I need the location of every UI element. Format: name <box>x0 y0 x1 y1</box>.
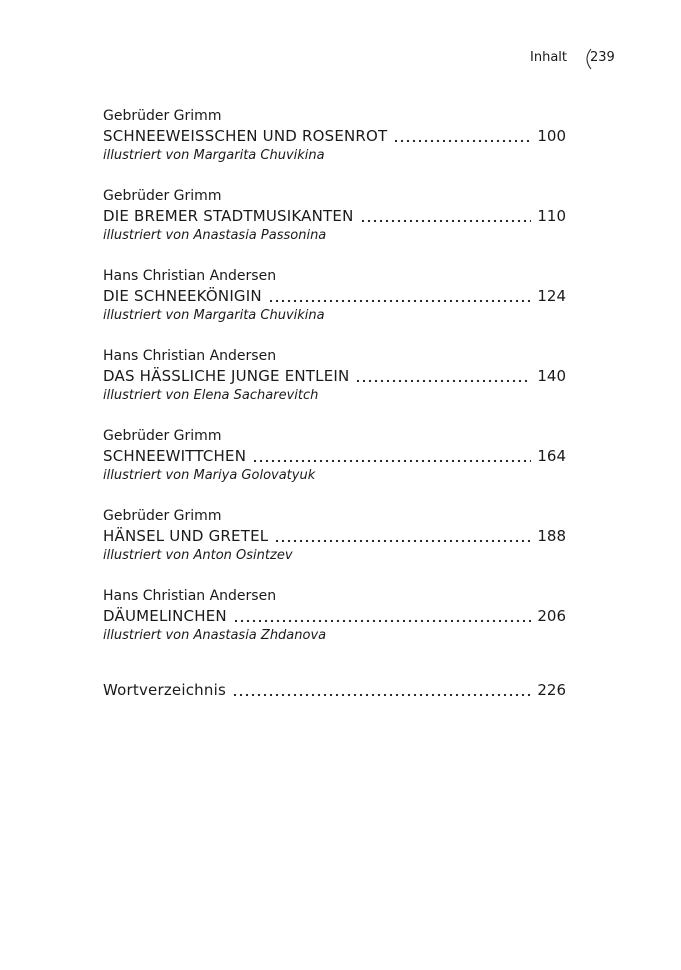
toc-title: DIE BREMER STADTMUSIKANTEN <box>103 207 354 225</box>
toc-author: Gebrüder Grimm <box>103 108 222 124</box>
toc-page-number: 226 <box>537 681 566 699</box>
dot-leader <box>393 130 531 142</box>
toc-index-entry <box>103 680 566 700</box>
toc-title-row[interactable] <box>103 680 566 700</box>
toc-page-number: 164 <box>537 447 566 465</box>
toc-illustrator: illustriert von Margarita Chuvikina <box>103 148 325 163</box>
page-number: 239 <box>590 50 615 65</box>
toc-title: DAS HÄSSLICHE JUNGE ENTLEIN <box>103 367 350 385</box>
dot-leader <box>360 210 532 222</box>
dot-leader <box>355 370 531 382</box>
toc-page-number: 188 <box>537 527 566 545</box>
toc-page-number: 110 <box>537 207 566 225</box>
toc-page-number: 140 <box>537 367 566 385</box>
dot-leader <box>274 530 531 542</box>
toc-author: Hans Christian Andersen <box>103 348 277 364</box>
toc-illustrator: illustriert von Anastasia Zhdanova <box>103 628 327 643</box>
toc-title-row[interactable] <box>103 366 566 386</box>
dot-leader <box>232 684 531 696</box>
toc-title: SCHNEEWITTCHEN <box>103 447 247 465</box>
toc-entry <box>103 426 566 486</box>
toc-author: Hans Christian Andersen <box>103 268 277 284</box>
dot-leader <box>252 450 531 462</box>
toc-illustrator: illustriert von Mariya Golovatyuk <box>103 468 316 483</box>
toc-page-number: 100 <box>537 127 566 145</box>
toc-title-row[interactable] <box>103 606 566 626</box>
toc-entry <box>103 106 566 166</box>
dot-leader <box>268 290 532 302</box>
dot-leader <box>233 610 532 622</box>
toc-author: Gebrüder Grimm <box>103 428 222 444</box>
toc-author: Gebrüder Grimm <box>103 508 222 524</box>
toc-illustrator: illustriert von Anastasia Passonina <box>103 228 327 243</box>
running-header <box>530 44 640 74</box>
toc-title: HÄNSEL UND GRETEL <box>103 527 269 545</box>
toc-title-row[interactable] <box>103 126 566 146</box>
toc-author: Gebrüder Grimm <box>103 188 222 204</box>
toc-entry <box>103 506 566 566</box>
toc-illustrator: illustriert von Margarita Chuvikina <box>103 308 325 323</box>
toc-title-row[interactable] <box>103 286 566 306</box>
toc-title-row[interactable] <box>103 526 566 546</box>
toc-author: Hans Christian Andersen <box>103 588 277 604</box>
toc-title-row[interactable] <box>103 446 566 466</box>
section-title: Inhalt <box>530 50 567 65</box>
toc-entry <box>103 186 566 246</box>
toc-entry <box>103 266 566 326</box>
toc-title: Wortverzeichnis <box>103 681 226 699</box>
toc-page-number: 206 <box>537 607 566 625</box>
toc-illustrator: illustriert von Elena Sacharevitch <box>103 388 319 403</box>
toc-title: SCHNEEWEISSCHEN UND ROSENROT <box>103 127 388 145</box>
toc-illustrator: illustriert von Anton Osintzev <box>103 548 293 563</box>
toc-title: DIE SCHNEEKÖNIGIN <box>103 287 262 305</box>
toc-entry <box>103 586 566 646</box>
toc-entry <box>103 346 566 406</box>
toc-title-row[interactable] <box>103 206 566 226</box>
toc-title: DÄUMELINCHEN <box>103 607 227 625</box>
toc-page-number: 124 <box>537 287 566 305</box>
